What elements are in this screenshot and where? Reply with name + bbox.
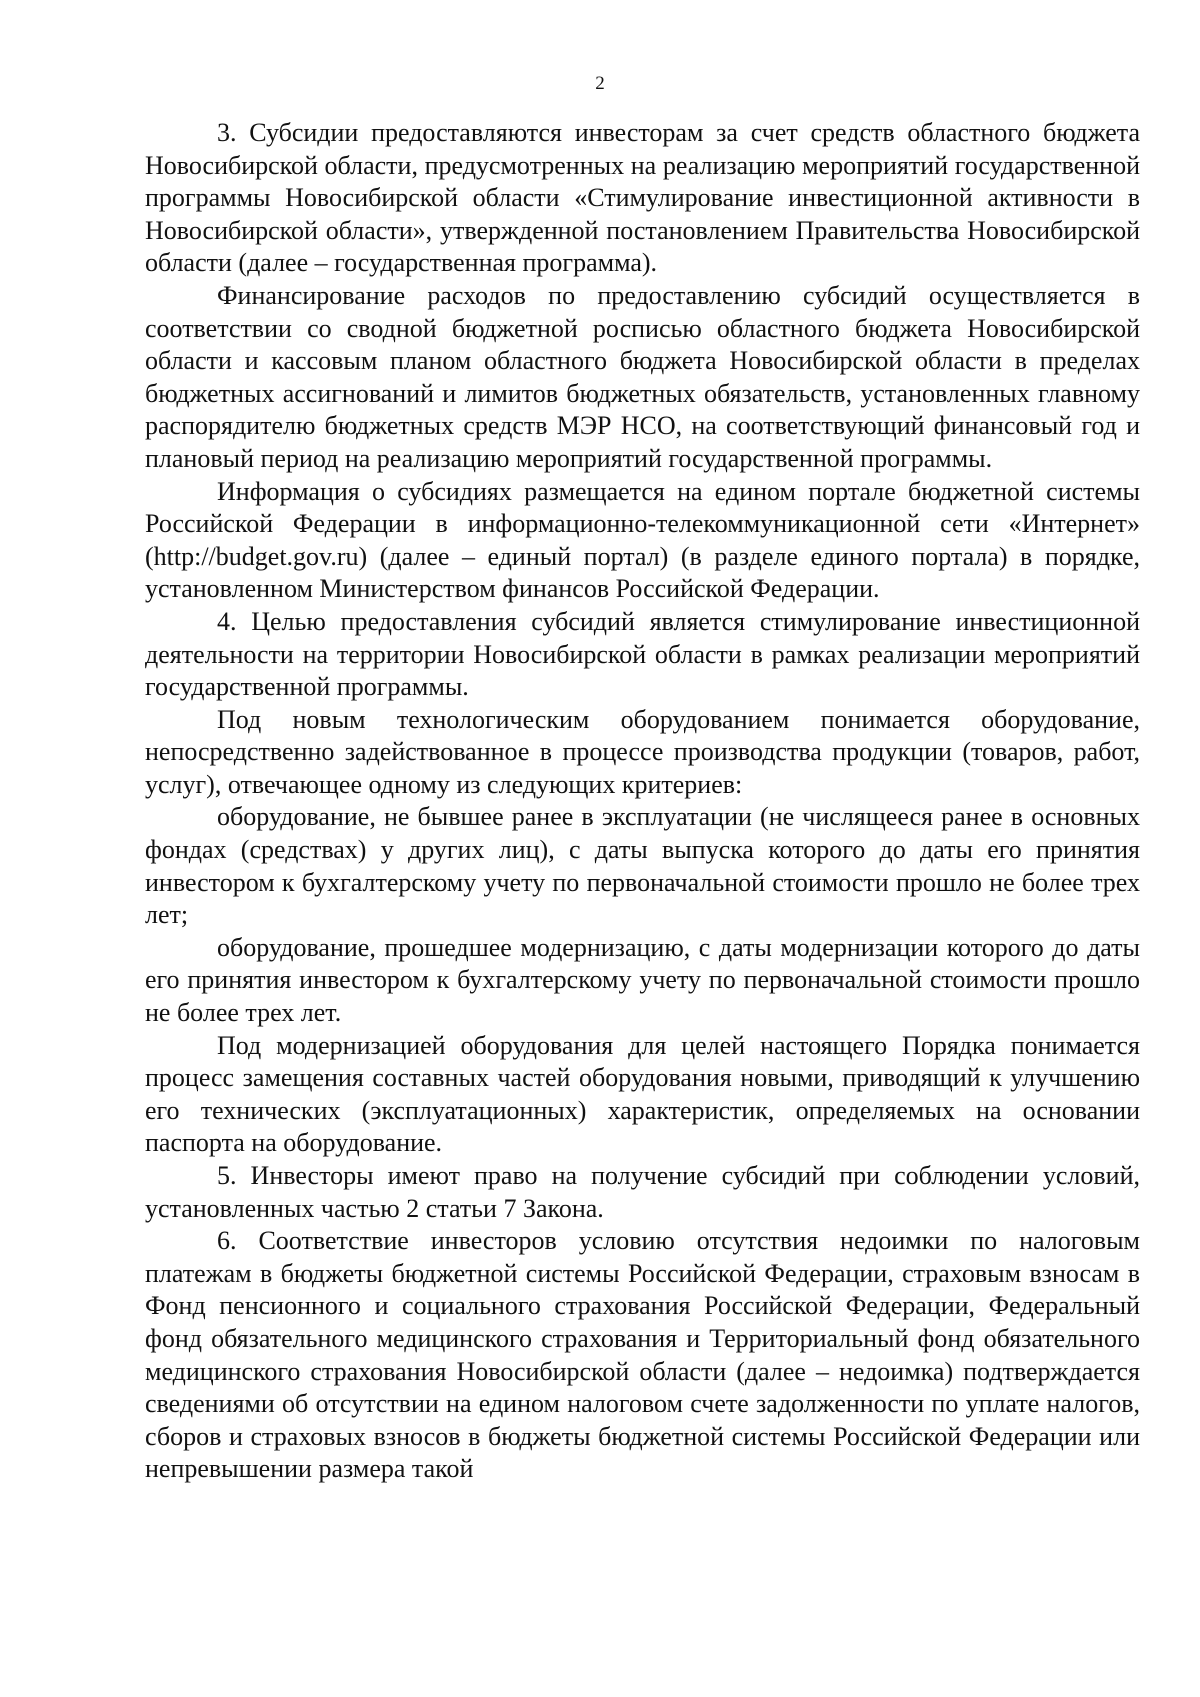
document-body (145, 117, 1140, 1486)
paragraph-criterion-modernized: оборудование, прошедшее модернизацию, с даты модернизации которого до даты его принятия инвестором к бухгалтерскому учету по первоначальной стоимости прошло не более трех лет. (145, 932, 1140, 1028)
page-number: 2 (595, 73, 605, 94)
paragraph-4-purpose: 4. Целью предоставления субсидий является стимулирование инвестиционной деятельности на территории Новосибирской области в рамках реализации мероприятий государственной программы. (145, 606, 1140, 702)
paragraph-modernization-definition: Под модернизацией оборудования для целей настоящего Порядка понимается процесс замещения составных частей оборудования новыми, приводящий к улучшению его технических (эксплуатационных) характеристик, определяемых на основании паспорта на оборудование. (145, 1030, 1140, 1158)
paragraph-criterion-unused: оборудование, не бывшее ранее в эксплуатации (не числящееся ранее в основных фондах (средствах) у других лиц), с даты выпуска которого до даты его принятия инвестором к бухгалтерскому учету по первоначальной стоимости прошло не более трех лет; (145, 802, 1140, 930)
paragraph-information-portal: Информация о субсидиях размещается на едином портале бюджетной системы Российской Федерации в информационно-телекоммуникационной сети «Интернет» (http://budget.gov.ru) (далее – единый портал) (в разделе единого портала) в порядке, установленном Министерством финансов Российской Федерации. (145, 476, 1140, 604)
paragraph-financing: Финансирование расходов по предоставлению субсидий осуществляется в соответствии со сводной бюджетной росписью областного бюджета Новосибирской области и кассовым планом областного бюджета Новосибирской области в пределах бюджетных ассигнований и лимитов бюджетных обязательств, установленных главному распорядителю бюджетных средств МЭР НСО, на соответствующий финансовый год и плановый период на реализацию мероприятий государственной программы. (145, 280, 1140, 473)
paragraph-5-investor-rights: 5. Инвесторы имеют право на получение субсидий при соблюдении условий, установленных частью 2 статьи 7 Закона. (145, 1161, 1140, 1223)
paragraph-new-equipment-definition: Под новым технологическим оборудованием понимается оборудование, непосредственно задействованное в процессе производства продукции (товаров, работ, услуг), отвечающее одному из следующих критериев: (145, 704, 1140, 799)
paragraph-6-arrears: 6. Соответствие инвесторов условию отсутствия недоимки по налоговым платежам в бюджеты бюджетной системы Российской Федерации, страховым взносам в Фонд пенсионного и социального страхования Российской Федерации, Федеральный фонд обязательного медицинского страхования и Территориальный фонд обязательного медицинского страхования Новосибирской области (далее – недоимка) подтверждается сведениями об отсутствии на едином налоговом счете задолженности по уплате налогов, сборов и страховых взносов в бюджеты бюджетной системы Российской Федерации или непревышении размера такой (145, 1226, 1140, 1484)
paragraph-3-subsidies-source: 3. Субсидии предоставляются инвесторам за счет средств областного бюджета Новосибирской области, предусмотренных на реализацию мероприятий государственной программы Новосибирской области «Стимулирование инвестиционной активности в Новосибирской области», утвержденной постановлением Правительства Новосибирской области (далее – государственная программа). (145, 118, 1140, 278)
